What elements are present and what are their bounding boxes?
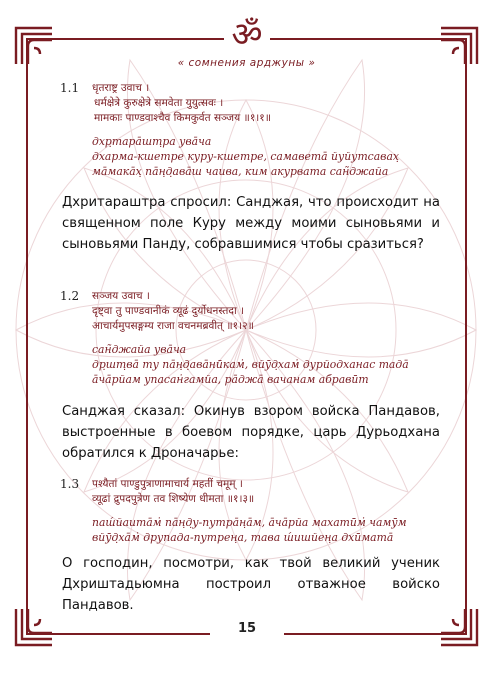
verse-devanagari <box>62 477 442 507</box>
verse-devanagari <box>62 81 442 126</box>
verse-transliteration <box>62 134 442 179</box>
verse-devanagari <box>62 289 442 334</box>
transliteration-line: дхарма-кшетре куру-кшетре, самавета̄ йуйутсавах̣ <box>92 150 399 163</box>
transliteration-line: паш́йаита̄м̇ па̄н̣д̣у-путра̄н̣а̄м, а̄ча̄рйа махатӣм̇ чамӯм <box>92 516 407 529</box>
transliteration-line: ма̄мака̄х̣ па̄н̣д̣ава̄ш чаива, ким акурвата сан̃джайа <box>92 165 389 178</box>
verse-transliteration <box>62 515 442 545</box>
verse-number: 1.2 <box>60 289 80 303</box>
chapter-title <box>0 57 493 69</box>
verse-translation: О господин, посмотри, как твой великий ученик Дхриштадьюмна построил отважное войско Пандавов. <box>62 556 440 613</box>
devanagari-line: आचार्यमुपसङ्गम्य राजा वचनमब्रवीत् ॥१।२॥ <box>92 320 254 332</box>
om-symbol: ॐ <box>231 15 263 55</box>
devanagari-line: पश्यैतां पाण्डुपुत्राणामाचार्य महतीं चमूम् । <box>92 478 243 490</box>
page-number: 15 <box>237 621 257 636</box>
verse-transliteration <box>62 342 442 387</box>
transliteration-line: др̣шт̣ва̄ ту па̄н̣д̣ава̄нӣкам̇, вйӯд̣хам̇ дурйодханас тада̄ <box>92 358 409 371</box>
verse-translation: Санджая сказал: Окинув взором войска Пандавов, выстроенные в боевом порядке, царь Дурьодхана обратился к Дроначарье: <box>62 404 440 461</box>
corner-ornament <box>14 607 54 647</box>
chapter-title-text: « сомнения арджуны » <box>172 57 322 69</box>
verse-1-1 <box>62 81 442 179</box>
verse-1-3 <box>62 477 442 545</box>
page-number-box <box>210 618 284 640</box>
verse-translation: Дхритараштра спросил: Санджая, что происходит на священном поле Куру между моими сыновьями и сыновьями Панду, собравшимися чтобы сразиться? <box>62 195 440 252</box>
om-emblem <box>224 14 270 56</box>
devanagari-line: मामकाः पाण्डवाश्चैव किमकुर्वत सञ्जय ॥१।१॥ <box>94 112 272 124</box>
verse-number: 1.1 <box>60 81 80 95</box>
transliteration-line: дхр̣тара̄шт̣ра ува̄ча <box>92 135 212 148</box>
transliteration-line: а̄ча̄рйам упасан̇гамйа, ра̄джа̄ вачанам абравӣт <box>92 373 369 386</box>
devanagari-line: दृष्ट्वा तु पाण्डवानीकं व्यूढं दुर्योधनस्तदा । <box>92 305 245 317</box>
corner-ornament <box>439 607 479 647</box>
transliteration-line: сан̃джайа ува̄ча <box>92 343 187 356</box>
verse-1-2 <box>62 289 442 387</box>
transliteration-line: вйӯд̣ха̄м̇ друпада-путрен̣а, тава ш́ишйен̣а дхӣмата̄ <box>92 531 394 544</box>
devanagari-line: सञ्जय उवाच । <box>92 290 150 302</box>
devanagari-line: व्यूढां द्रुपदपुत्रेण तव शिष्येण धीमता ॥१।३॥ <box>92 493 255 505</box>
devanagari-line: धर्मक्षेत्रे कुरुक्षेत्रे समवेता युयुत्सवः । <box>94 97 224 109</box>
devanagari-line: धृतराष्ट्र उवाच । <box>92 82 150 94</box>
verse-number: 1.3 <box>60 477 80 491</box>
